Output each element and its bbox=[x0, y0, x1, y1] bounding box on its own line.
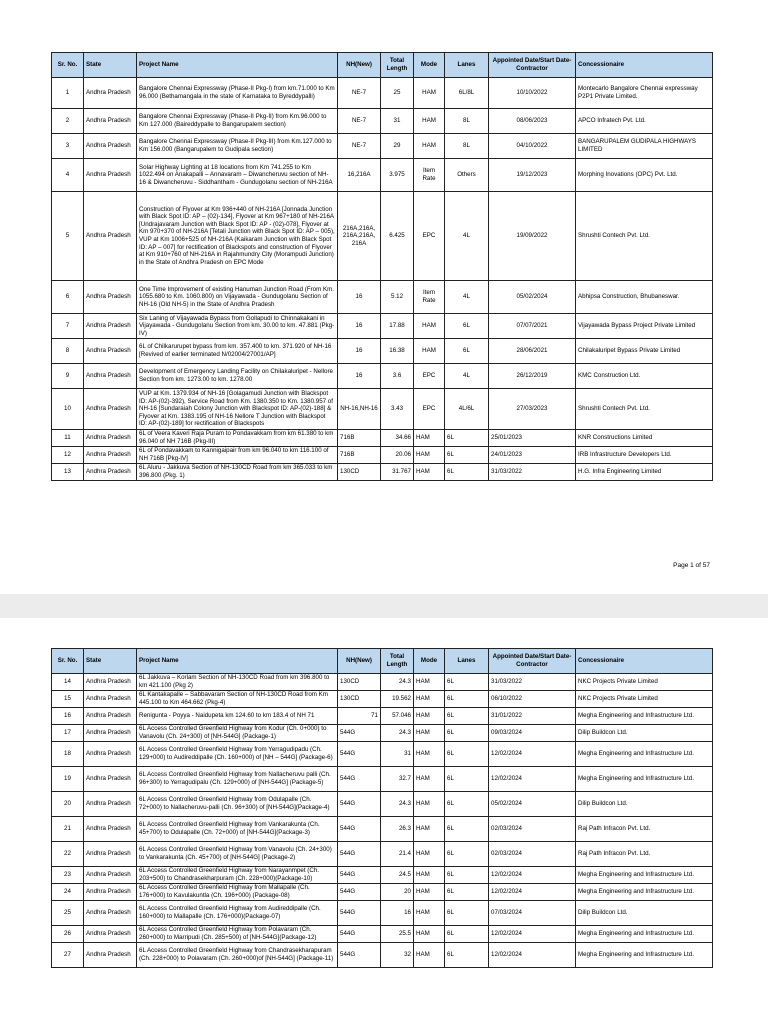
total-length-cell: 24.3 bbox=[381, 725, 414, 742]
concessionaire-cell: Shrushti Contech Pvt. Ltd. bbox=[576, 192, 713, 281]
mode-cell: HAM bbox=[414, 926, 445, 943]
project-name-cell: Construction of Flyover at Km 936+440 of NH-216A [Jonnada Junction with Black Spot ID: AP – (02)-134], Flyover at Km 967+180 of NH-216A [Undrajavaram Junction with Black Spot ID: AP - (02)-078], Flyover at Km 970+370 of NH-216A [Tetali Junction with Black Spot ID: AP – 005), VUP at Km 1006+525 of NH-216A (Kaikaram Junction with Black Spot ID: AP – 007] for rectification of Blackspots and construction of Flyover at Km 910+760 of NH-216A in Rajahmundry City (Morampudi Junction) in the State of Andhra Pradesh on EPC Mode bbox=[137, 192, 338, 281]
concessionaire-cell: NKC Projects Private Limited bbox=[576, 691, 713, 708]
nh-cell: NH-16,NH-16 bbox=[338, 389, 381, 430]
sr-no-cell: 12 bbox=[52, 447, 84, 464]
concessionaire-cell: KNR Constructions Limited bbox=[576, 430, 713, 447]
state-cell: Andhra Pradesh bbox=[84, 109, 137, 134]
header-state: State bbox=[84, 649, 137, 674]
table-row bbox=[52, 159, 713, 192]
sr-no-cell: 7 bbox=[52, 314, 84, 339]
header-total-length: Total Length bbox=[381, 649, 414, 674]
sr-no-cell: 9 bbox=[52, 364, 84, 389]
appointed-date-cell: 10/10/2022 bbox=[489, 78, 576, 109]
total-length-cell: 24.5 bbox=[381, 867, 414, 884]
table-row bbox=[52, 792, 713, 817]
project-name-cell: Solar Highway Lighting at 18 locations from Km 741.255 to Km 1022.494 on Anakapalli – Annavaram – Diwancheruvu section of NH-16 & Diwancheruvu - Siddhantham - Gundugolanu section of NH-216A bbox=[137, 159, 338, 192]
nh-cell: 544G bbox=[338, 943, 381, 968]
total-length-cell: 20 bbox=[381, 884, 414, 901]
appointed-date-cell: 08/06/2023 bbox=[489, 109, 576, 134]
header-nh: NH(New) bbox=[338, 649, 381, 674]
appointed-date-cell: 27/03/2023 bbox=[489, 389, 576, 430]
state-cell: Andhra Pradesh bbox=[84, 926, 137, 943]
nh-cell: 130CD bbox=[338, 464, 381, 481]
mode-cell: HAM bbox=[414, 78, 445, 109]
project-name-cell: 6L Access Controlled Greenfield Highway from Mallapalle (Ch. 176+000) to Kavulakuntla (Ch. 196+000) (Package-08) bbox=[137, 884, 338, 901]
project-name-cell: Development of Emergency Landing Facility on Chilakaluripet - Nellore Section from km. 1273.00 to km. 1278.00 bbox=[137, 364, 338, 389]
state-cell: Andhra Pradesh bbox=[84, 842, 137, 867]
state-cell: Andhra Pradesh bbox=[84, 884, 137, 901]
state-cell: Andhra Pradesh bbox=[84, 817, 137, 842]
appointed-date-cell: 06/10/2022 bbox=[489, 691, 576, 708]
nh-cell: 544G bbox=[338, 742, 381, 767]
nh-cell: 544G bbox=[338, 725, 381, 742]
sr-no-cell: 1 bbox=[52, 78, 84, 109]
header-project-name: Project Name bbox=[137, 53, 338, 78]
appointed-date-cell: 12/02/2024 bbox=[489, 884, 576, 901]
concessionaire-cell: IRB Infrastructure Developers Ltd. bbox=[576, 447, 713, 464]
table-row bbox=[52, 339, 713, 364]
total-length-cell: 34.66 bbox=[381, 430, 414, 447]
project-name-cell: Bangalore Chennai Expressway (Phase-II Pkg-III) from Km.127.000 to Km 156.000 (Bangarupalem to Gudipala section) bbox=[137, 134, 338, 159]
table-row bbox=[52, 842, 713, 867]
nh-cell: 544G bbox=[338, 926, 381, 943]
nh-cell: NE-7 bbox=[338, 109, 381, 134]
header-sr-no: Sr. No. bbox=[52, 53, 84, 78]
project-name-cell: 6L Access Controlled Greenfield Highway from Chandrasekharapuram (Ch. 228+000) to Polavaram (Ch. 260+000)of [NH-544G] (Package-11) bbox=[137, 943, 338, 968]
mode-cell: HAM bbox=[414, 901, 445, 926]
mode-cell: HAM bbox=[414, 708, 445, 725]
mode-cell: Item Rate bbox=[414, 281, 445, 314]
appointed-date-cell: 12/02/2024 bbox=[489, 867, 576, 884]
nh-cell: 16,216A bbox=[338, 159, 381, 192]
projects-table-page-2 bbox=[51, 648, 713, 968]
concessionaire-cell: Raj Path Infracon Pvt. Ltd. bbox=[576, 842, 713, 867]
mode-cell: HAM bbox=[414, 884, 445, 901]
appointed-date-cell: 07/03/2024 bbox=[489, 901, 576, 926]
mode-cell: HAM bbox=[414, 109, 445, 134]
lanes-cell: 6L bbox=[445, 674, 489, 691]
concessionaire-cell: Megha Engineering and Infrastructure Ltd. bbox=[576, 926, 713, 943]
sr-no-cell: 4 bbox=[52, 159, 84, 192]
appointed-date-cell: 26/12/2019 bbox=[489, 364, 576, 389]
sr-no-cell: 13 bbox=[52, 464, 84, 481]
appointed-date-cell: 05/02/2024 bbox=[489, 792, 576, 817]
state-cell: Andhra Pradesh bbox=[84, 134, 137, 159]
total-length-cell: 32 bbox=[381, 943, 414, 968]
total-length-cell: 25.5 bbox=[381, 926, 414, 943]
appointed-date-cell: 09/03/2024 bbox=[489, 725, 576, 742]
project-name-cell: 6L Access Controlled Greenfield Highway from Polavaram (Ch. 260+000) to Marripudi (Ch. 285+500) of [NH-544G](Package-12) bbox=[137, 926, 338, 943]
project-name-cell: VUP at Km. 1379.934 of NH-16 [Golagamudi Junction with Blackspot ID: AP-(02)-392), Service Road from Km. 1380.350 to Km. 1380.957 of NH-16 [Sundaraiah Colony Junction with Blackspot ID: AP-(02)-188] & Flyover at Km. 1383.195 of NH-16 Nellore T Junction with Blackspot ID: AP-(02)-189] for rectification of Blackspots bbox=[137, 389, 338, 430]
appointed-date-cell: 12/02/2024 bbox=[489, 943, 576, 968]
appointed-date-cell: 02/03/2024 bbox=[489, 817, 576, 842]
state-cell: Andhra Pradesh bbox=[84, 742, 137, 767]
lanes-cell: 6L bbox=[445, 691, 489, 708]
concessionaire-cell: APCO Infratech Pvt. Ltd. bbox=[576, 109, 713, 134]
lanes-cell: 8L bbox=[445, 134, 489, 159]
nh-cell: 544G bbox=[338, 867, 381, 884]
lanes-cell: 8L bbox=[445, 109, 489, 134]
table-row bbox=[52, 674, 713, 691]
state-cell: Andhra Pradesh bbox=[84, 430, 137, 447]
table-row bbox=[52, 708, 713, 725]
mode-cell: HAM bbox=[414, 817, 445, 842]
concessionaire-cell: Megha Engineering and Infrastructure Ltd. bbox=[576, 767, 713, 792]
state-cell: Andhra Pradesh bbox=[84, 767, 137, 792]
table-row bbox=[52, 742, 713, 767]
nh-cell: 544G bbox=[338, 792, 381, 817]
mode-cell: HAM bbox=[414, 767, 445, 792]
sr-no-cell: 18 bbox=[52, 742, 84, 767]
table-header-row bbox=[52, 53, 713, 78]
sr-no-cell: 24 bbox=[52, 884, 84, 901]
total-length-cell: 26.3 bbox=[381, 817, 414, 842]
state-cell: Andhra Pradesh bbox=[84, 867, 137, 884]
table-row bbox=[52, 389, 713, 430]
mode-cell: HAM bbox=[414, 339, 445, 364]
table-row bbox=[52, 691, 713, 708]
project-name-cell: 6L of Veera Kaveri Raja Puram to Pondavakkam from km 61.380 to km 96.040 of NH 716B (Pkg-III) bbox=[137, 430, 338, 447]
project-name-cell: 6L Access Controlled Greenfield Highway from Vanavolu (Ch. 24+300) to Vankarakunta (Ch. 45+700) of [NH-544G] (Package-2) bbox=[137, 842, 338, 867]
mode-cell: HAM bbox=[414, 867, 445, 884]
state-cell: Andhra Pradesh bbox=[84, 691, 137, 708]
lanes-cell: Others bbox=[445, 159, 489, 192]
appointed-date-cell: 19/09/2022 bbox=[489, 192, 576, 281]
state-cell: Andhra Pradesh bbox=[84, 364, 137, 389]
sr-no-cell: 14 bbox=[52, 674, 84, 691]
table-row bbox=[52, 884, 713, 901]
appointed-date-cell: 02/03/2024 bbox=[489, 842, 576, 867]
header-concessionaire: Concessionaire bbox=[576, 53, 713, 78]
lanes-cell: 6L bbox=[445, 926, 489, 943]
table-row bbox=[52, 926, 713, 943]
state-cell: Andhra Pradesh bbox=[84, 159, 137, 192]
header-lanes: Lanes bbox=[445, 649, 489, 674]
concessionaire-cell: Dilip Buildcon Ltd. bbox=[576, 792, 713, 817]
mode-cell: EPC bbox=[414, 389, 445, 430]
lanes-cell: 6L bbox=[445, 464, 489, 481]
state-cell: Andhra Pradesh bbox=[84, 281, 137, 314]
concessionaire-cell: Shrushti Contech Pvt. Ltd. bbox=[576, 389, 713, 430]
mode-cell: HAM bbox=[414, 792, 445, 817]
state-cell: Andhra Pradesh bbox=[84, 389, 137, 430]
mode-cell: HAM bbox=[414, 314, 445, 339]
table-row bbox=[52, 364, 713, 389]
nh-cell: 544G bbox=[338, 901, 381, 926]
appointed-date-cell: 31/03/2022 bbox=[489, 674, 576, 691]
project-name-cell: 6L Access Controlled Greenfield Highway from Yerragudipadu (Ch. 129+000) to Audireddipalle (Ch. 160+000) of [NH – 544G] (Package-6) bbox=[137, 742, 338, 767]
project-name-cell: Renigunta - Poyya - Naidupeta km 124.60 to km 183.4 of NH 71 bbox=[137, 708, 338, 725]
header-appointed-date: Appointed Date/Start Date- Contractor bbox=[489, 53, 576, 78]
project-name-cell: 6L Jakkuva – Korlam Section of NH-130CD Road from km 396.800 to km 421.100 (Pkg 2) bbox=[137, 674, 338, 691]
mode-cell: HAM bbox=[414, 725, 445, 742]
nh-cell: NE-7 bbox=[338, 78, 381, 109]
lanes-cell: 6L bbox=[445, 842, 489, 867]
concessionaire-cell: BANGARUPALEM GUDIPALA HIGHWAYS LIMITED bbox=[576, 134, 713, 159]
nh-cell: 544G bbox=[338, 842, 381, 867]
sr-no-cell: 22 bbox=[52, 842, 84, 867]
total-length-cell: 17.88 bbox=[381, 314, 414, 339]
page-number: Page 1 of 57 bbox=[673, 562, 710, 569]
sr-no-cell: 19 bbox=[52, 767, 84, 792]
header-sr-no: Sr. No. bbox=[52, 649, 84, 674]
project-name-cell: 6L Access Controlled Greenfield Highway from Odulapalle (Ch. 72+000) to Nallacheruvu-palli (Ch. 96+300) of [NH-544G](Package-4) bbox=[137, 792, 338, 817]
nh-cell: 16 bbox=[338, 281, 381, 314]
concessionaire-cell: Megha Engineering and Infrastructure Ltd. bbox=[576, 867, 713, 884]
mode-cell: HAM bbox=[414, 430, 445, 447]
sr-no-cell: 21 bbox=[52, 817, 84, 842]
total-length-cell: 25 bbox=[381, 78, 414, 109]
sr-no-cell: 20 bbox=[52, 792, 84, 817]
table-row bbox=[52, 134, 713, 159]
sr-no-cell: 26 bbox=[52, 926, 84, 943]
total-length-cell: 20.06 bbox=[381, 447, 414, 464]
total-length-cell: 6.425 bbox=[381, 192, 414, 281]
state-cell: Andhra Pradesh bbox=[84, 447, 137, 464]
lanes-cell: 6L bbox=[445, 901, 489, 926]
total-length-cell: 24.3 bbox=[381, 674, 414, 691]
table-row bbox=[52, 767, 713, 792]
lanes-cell: 6L bbox=[445, 867, 489, 884]
total-length-cell: 16 bbox=[381, 901, 414, 926]
lanes-cell: 6L bbox=[445, 725, 489, 742]
concessionaire-cell: Morphing Inovations (OPC) Pvt. Ltd. bbox=[576, 159, 713, 192]
appointed-date-cell: 12/02/2024 bbox=[489, 742, 576, 767]
mode-cell: HAM bbox=[414, 742, 445, 767]
appointed-date-cell: 04/10/2022 bbox=[489, 134, 576, 159]
lanes-cell: 4L bbox=[445, 281, 489, 314]
header-project-name: Project Name bbox=[137, 649, 338, 674]
header-nh: NH(New) bbox=[338, 53, 381, 78]
appointed-date-cell: 12/02/2024 bbox=[489, 767, 576, 792]
total-length-cell: 3.6 bbox=[381, 364, 414, 389]
total-length-cell: 3.43 bbox=[381, 389, 414, 430]
table-row bbox=[52, 109, 713, 134]
header-appointed-date: Appointed Date/Start Date- Contractor bbox=[489, 649, 576, 674]
lanes-cell: 4L bbox=[445, 192, 489, 281]
document-page-2 bbox=[0, 618, 768, 1024]
appointed-date-cell: 28/06/2021 bbox=[489, 339, 576, 364]
header-mode: Mode bbox=[414, 649, 445, 674]
total-length-cell: 19.562 bbox=[381, 691, 414, 708]
state-cell: Andhra Pradesh bbox=[84, 674, 137, 691]
state-cell: Andhra Pradesh bbox=[84, 192, 137, 281]
lanes-cell: 6L bbox=[445, 314, 489, 339]
sr-no-cell: 8 bbox=[52, 339, 84, 364]
state-cell: Andhra Pradesh bbox=[84, 708, 137, 725]
header-mode: Mode bbox=[414, 53, 445, 78]
table-row bbox=[52, 78, 713, 109]
nh-cell: 544G bbox=[338, 884, 381, 901]
mode-cell: HAM bbox=[414, 447, 445, 464]
sr-no-cell: 25 bbox=[52, 901, 84, 926]
sr-no-cell: 10 bbox=[52, 389, 84, 430]
concessionaire-cell: Dilip Buildcon Ltd. bbox=[576, 901, 713, 926]
total-length-cell: 3.975 bbox=[381, 159, 414, 192]
state-cell: Andhra Pradesh bbox=[84, 339, 137, 364]
table-row bbox=[52, 464, 713, 481]
project-name-cell: 6L Access Controlled Greenfield Highway from Kodur (Ch. 0+000) to Vanavolu (Ch. 24+300) of [NH-544G] (Package-1) bbox=[137, 725, 338, 742]
concessionaire-cell: Megha Engineering and Infrastructure Ltd. bbox=[576, 742, 713, 767]
concessionaire-cell: Megha Engineering and Infrastructure Ltd. bbox=[576, 708, 713, 725]
mode-cell: HAM bbox=[414, 943, 445, 968]
sr-no-cell: 3 bbox=[52, 134, 84, 159]
sr-no-cell: 2 bbox=[52, 109, 84, 134]
table-row bbox=[52, 281, 713, 314]
total-length-cell: 31.767 bbox=[381, 464, 414, 481]
table-row bbox=[52, 725, 713, 742]
state-cell: Andhra Pradesh bbox=[84, 464, 137, 481]
mode-cell: EPC bbox=[414, 192, 445, 281]
nh-cell: 71 bbox=[338, 708, 381, 725]
state-cell: Andhra Pradesh bbox=[84, 725, 137, 742]
appointed-date-cell: 31/01/2022 bbox=[489, 708, 576, 725]
nh-cell: 16 bbox=[338, 314, 381, 339]
lanes-cell: 6L/8L bbox=[445, 78, 489, 109]
sr-no-cell: 17 bbox=[52, 725, 84, 742]
sr-no-cell: 16 bbox=[52, 708, 84, 725]
nh-cell: 544G bbox=[338, 817, 381, 842]
concessionaire-cell: NKC Projects Private Limited bbox=[576, 674, 713, 691]
sr-no-cell: 5 bbox=[52, 192, 84, 281]
sr-no-cell: 27 bbox=[52, 943, 84, 968]
mode-cell: EPC bbox=[414, 364, 445, 389]
table-row bbox=[52, 447, 713, 464]
mode-cell: HAM bbox=[414, 464, 445, 481]
projects-table-page-1 bbox=[51, 52, 713, 481]
nh-cell: 216A,216A, 216A,216A, 216A bbox=[338, 192, 381, 281]
lanes-cell: 6L bbox=[445, 943, 489, 968]
project-name-cell: Bangalore Chennai Expressway (Phase-II Pkg-I) from km.71.000 to Km 96.000 (Bethamangala in the state of Karnataka to Byreddypalli) bbox=[137, 78, 338, 109]
project-name-cell: Six Laning of Vijayawada Bypass from Gollapudi to Chinnakakani in Vijayawada - Gundugolanu Section from km. 30.00 to km. 47.881 (Pkg-IV) bbox=[137, 314, 338, 339]
project-name-cell: 6L Access Controlled Greenfield Highway from Narayanmpet (Ch. 203+500) to Chandrasekharpuram (Ch. 228+000)(Package-10) bbox=[137, 867, 338, 884]
state-cell: Andhra Pradesh bbox=[84, 792, 137, 817]
mode-cell: HAM bbox=[414, 691, 445, 708]
total-length-cell: 57.046 bbox=[381, 708, 414, 725]
lanes-cell: 6L bbox=[445, 447, 489, 464]
concessionaire-cell: Dilip Buildcon Ltd. bbox=[576, 725, 713, 742]
project-name-cell: 6L Aluru - Jakkuva Section of NH-130CD Road from km 365.033 to km 396.800 (Pkg. 1) bbox=[137, 464, 338, 481]
project-name-cell: 6L of Pondavakkam to Kannigaipair from km 96.040 to km 116.100 of NH 716B [Pkg-IV] bbox=[137, 447, 338, 464]
appointed-date-cell: 07/07/2021 bbox=[489, 314, 576, 339]
project-name-cell: 6L Kantakapalle – Sabbavaram Section of NH-130CD Road from Km 445.100 to Km 464.662 (Pkg-4) bbox=[137, 691, 338, 708]
appointed-date-cell: 19/12/2023 bbox=[489, 159, 576, 192]
project-name-cell: 6L Access Controlled Greenfield Highway from Nallacheruvu palli (Ch. 96+300) to Yerragudipalu (Ch. 129+000) of [NH-544G] (Package-5) bbox=[137, 767, 338, 792]
nh-cell: 544G bbox=[338, 767, 381, 792]
mode-cell: Item Rate bbox=[414, 159, 445, 192]
nh-cell: 130CD bbox=[338, 674, 381, 691]
total-length-cell: 29 bbox=[381, 134, 414, 159]
appointed-date-cell: 25/01/2023 bbox=[489, 430, 576, 447]
appointed-date-cell: 24/01/2023 bbox=[489, 447, 576, 464]
nh-cell: 16 bbox=[338, 339, 381, 364]
nh-cell: 716B bbox=[338, 447, 381, 464]
total-length-cell: 5.12 bbox=[381, 281, 414, 314]
concessionaire-cell: Chilakaluripet Bypass Private Limited bbox=[576, 339, 713, 364]
appointed-date-cell: 12/02/2024 bbox=[489, 926, 576, 943]
header-lanes: Lanes bbox=[445, 53, 489, 78]
state-cell: Andhra Pradesh bbox=[84, 314, 137, 339]
lanes-cell: 6L bbox=[445, 817, 489, 842]
state-cell: Andhra Pradesh bbox=[84, 943, 137, 968]
lanes-cell: 6L bbox=[445, 430, 489, 447]
table-header-row bbox=[52, 649, 713, 674]
project-name-cell: 6L of Chilkarurupet bypass from km. 357.400 to km. 371.920 of NH-16 [Revived of earlier terminated N/02004/27001/AP] bbox=[137, 339, 338, 364]
nh-cell: 130CD bbox=[338, 691, 381, 708]
concessionaire-cell: Abhipsa Construction, Bhubaneswar. bbox=[576, 281, 713, 314]
mode-cell: HAM bbox=[414, 842, 445, 867]
lanes-cell: 6L bbox=[445, 767, 489, 792]
appointed-date-cell: 05/02/2024 bbox=[489, 281, 576, 314]
concessionaire-cell: Megha Engineering and Infrastructure Ltd. bbox=[576, 943, 713, 968]
table-row bbox=[52, 817, 713, 842]
concessionaire-cell: Vijayawada Bypass Project Private Limited bbox=[576, 314, 713, 339]
sr-no-cell: 6 bbox=[52, 281, 84, 314]
project-name-cell: Bangalore Chennai Expressway (Phase-II Pkg-II) from Km.96.000 to Km 127.000 (Baireddypalle to Bangarupalem section) bbox=[137, 109, 338, 134]
table-row bbox=[52, 192, 713, 281]
sr-no-cell: 11 bbox=[52, 430, 84, 447]
total-length-cell: 16.38 bbox=[381, 339, 414, 364]
state-cell: Andhra Pradesh bbox=[84, 901, 137, 926]
table-row bbox=[52, 901, 713, 926]
total-length-cell: 32.7 bbox=[381, 767, 414, 792]
lanes-cell: 4L bbox=[445, 364, 489, 389]
project-name-cell: 6L Access Controlled Greenfield Highway from Audireddipalle (Ch. 160+000) to Mallapalle (Ch. 176+000)(Package-07) bbox=[137, 901, 338, 926]
concessionaire-cell: Montecarlo Bangalore Chennai expressway P2P1 Private Limited. bbox=[576, 78, 713, 109]
state-cell: Andhra Pradesh bbox=[84, 78, 137, 109]
total-length-cell: 24.3 bbox=[381, 792, 414, 817]
concessionaire-cell: KMC Construction Ltd. bbox=[576, 364, 713, 389]
project-name-cell: 6L Access Controlled Greenfield Highway from Vankarakunta (Ch. 45+700) to Odulapalle (Ch. 72+000) of [NH-544G](Package-3) bbox=[137, 817, 338, 842]
header-concessionaire: Concessionaire bbox=[576, 649, 713, 674]
header-state: State bbox=[84, 53, 137, 78]
concessionaire-cell: H.G. Infra Engineering Limited bbox=[576, 464, 713, 481]
sr-no-cell: 23 bbox=[52, 867, 84, 884]
sr-no-cell: 15 bbox=[52, 691, 84, 708]
total-length-cell: 31 bbox=[381, 742, 414, 767]
appointed-date-cell: 31/03/2022 bbox=[489, 464, 576, 481]
project-name-cell: One Time Improvement of existing Hanuman Junction Road (From Km. 1055.680 to Km. 1060.800) on Vijayawada - Gundugolanu Section of NH-16 (Old NH-5) in the State of Andhra Pradesh bbox=[137, 281, 338, 314]
lanes-cell: 6L bbox=[445, 742, 489, 767]
concessionaire-cell: Megha Engineering and Infrastructure Ltd. bbox=[576, 884, 713, 901]
lanes-cell: 6L bbox=[445, 792, 489, 817]
mode-cell: HAM bbox=[414, 134, 445, 159]
total-length-cell: 31 bbox=[381, 109, 414, 134]
table-row bbox=[52, 867, 713, 884]
total-length-cell: 21.4 bbox=[381, 842, 414, 867]
lanes-cell: 6L bbox=[445, 339, 489, 364]
lanes-cell: 6L bbox=[445, 708, 489, 725]
nh-cell: NE-7 bbox=[338, 134, 381, 159]
table-row bbox=[52, 943, 713, 968]
nh-cell: 16 bbox=[338, 364, 381, 389]
lanes-cell: 6L bbox=[445, 884, 489, 901]
concessionaire-cell: Raj Path Infracon Pvt. Ltd. bbox=[576, 817, 713, 842]
table-row bbox=[52, 430, 713, 447]
header-total-length: Total Length bbox=[381, 53, 414, 78]
mode-cell: HAM bbox=[414, 674, 445, 691]
table-row bbox=[52, 314, 713, 339]
lanes-cell: 4L/6L bbox=[445, 389, 489, 430]
nh-cell: 716B bbox=[338, 430, 381, 447]
